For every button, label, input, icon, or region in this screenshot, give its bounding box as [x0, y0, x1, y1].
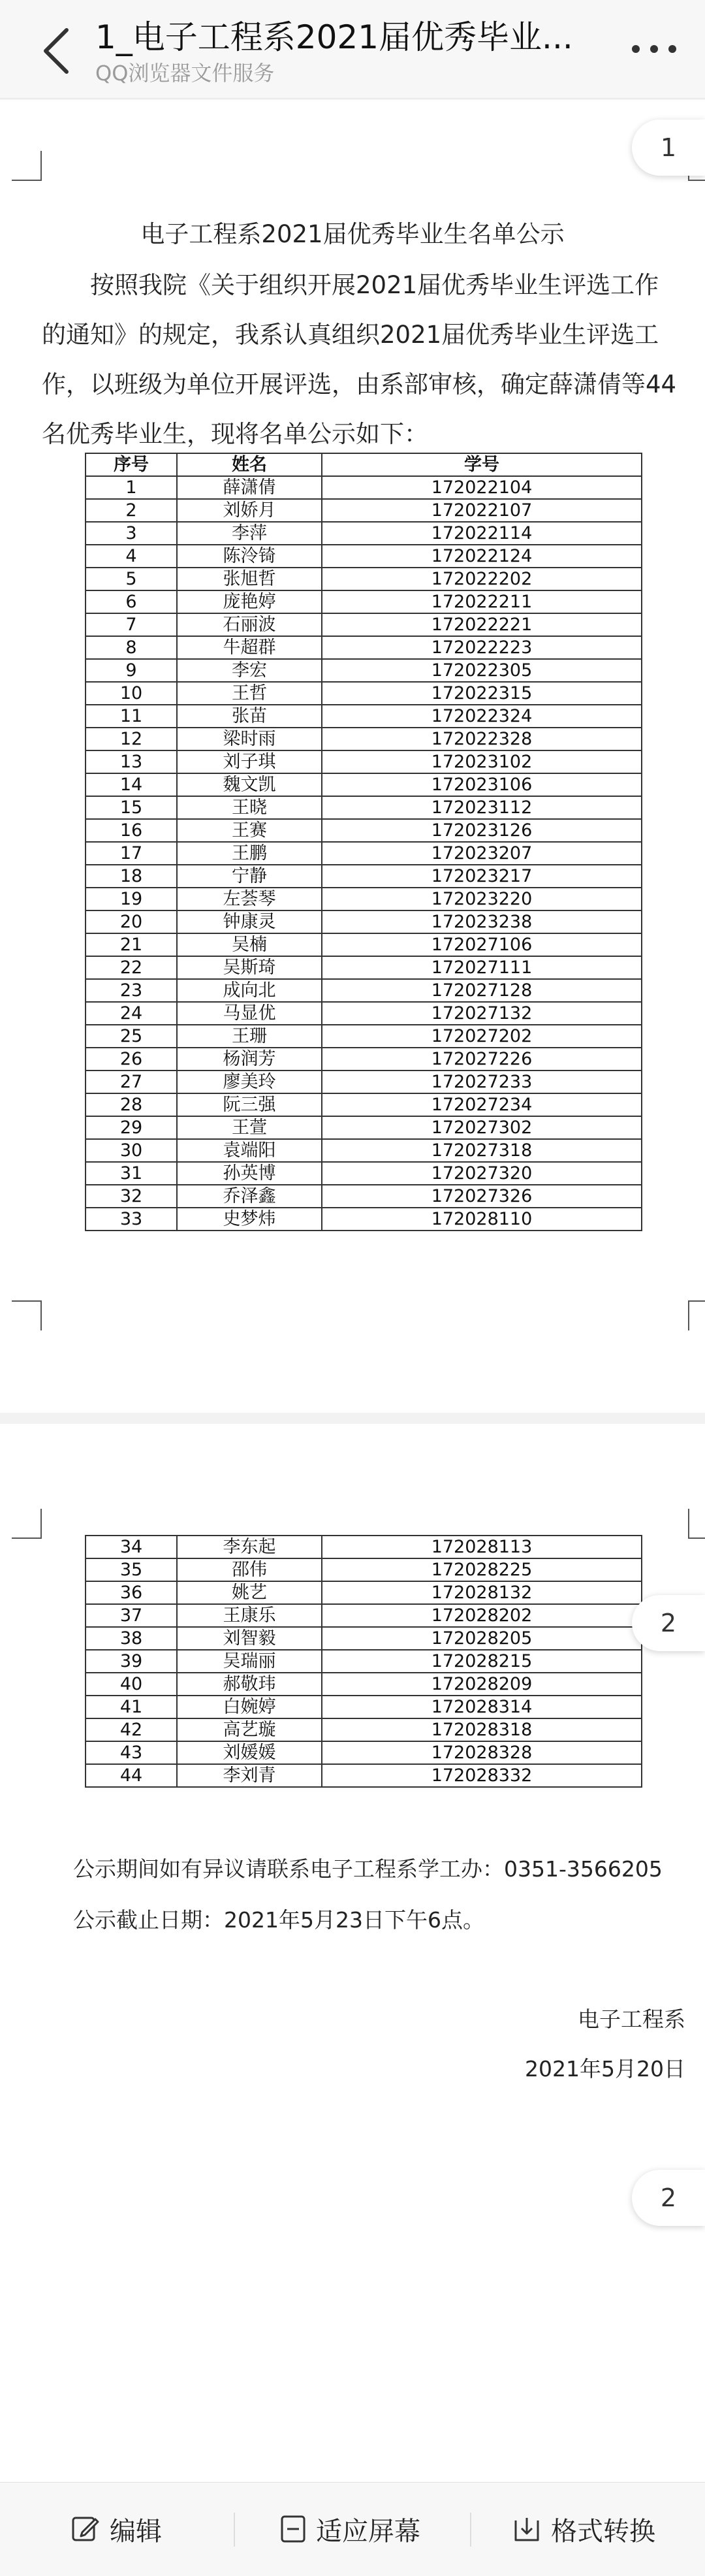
cell-no: 1	[86, 476, 177, 499]
cell-no: 37	[86, 1604, 177, 1627]
cell-student-id: 172023220	[322, 888, 642, 910]
page-number-badge[interactable]: 1	[632, 120, 705, 176]
table-row	[86, 842, 642, 865]
cell-student-id: 172028328	[322, 1741, 642, 1764]
table-row	[86, 1093, 642, 1116]
cell-student-id: 172023112	[322, 796, 642, 819]
cell-no: 2	[86, 499, 177, 522]
deadline-notice: 公示截止日期：2021年5月23日下午6点。	[73, 1907, 484, 1933]
notice-intro: 按照我院《关于组织开展2021届优秀毕业生评选工作的通知》的规定，我系认真组织2021届优秀毕业生评选工作，以班级为单位开展评选，由系部审核，确定薛潇倩等44名优秀毕业生，现将名单公示如下：	[42, 271, 677, 448]
table-row	[86, 1764, 642, 1787]
page-number-badge-3[interactable]: 2	[632, 2170, 705, 2226]
cell-student-id: 172023238	[322, 910, 642, 933]
table-row	[86, 682, 642, 705]
cell-name: 李东起	[177, 1536, 322, 1558]
cell-student-id: 172027320	[322, 1162, 642, 1185]
page-corner-mark	[12, 151, 42, 181]
table-row	[86, 750, 642, 773]
edit-label: 编辑	[110, 2516, 162, 2547]
cell-no: 22	[86, 956, 177, 979]
cell-student-id: 172028113	[322, 1536, 642, 1558]
cell-student-id: 172028205	[322, 1627, 642, 1650]
cell-student-id: 172028225	[322, 1558, 642, 1581]
table-row	[86, 1185, 642, 1208]
format-convert-button[interactable]	[512, 2506, 655, 2552]
cell-no: 12	[86, 728, 177, 750]
cell-name: 王鹏	[177, 842, 322, 865]
header-name: 姓名	[177, 453, 322, 476]
cell-name: 吴楠	[177, 933, 322, 956]
cell-no: 3	[86, 522, 177, 545]
cell-name: 庞艳婷	[177, 590, 322, 613]
cell-student-id: 172022305	[322, 659, 642, 682]
back-arrow-icon[interactable]	[38, 25, 77, 77]
table-row	[86, 1048, 642, 1071]
format-convert-icon	[512, 2514, 542, 2544]
cell-student-id: 172028132	[322, 1581, 642, 1604]
page-corner-mark	[12, 1300, 42, 1330]
cell-name: 袁端阳	[177, 1139, 322, 1162]
table-row	[86, 933, 642, 956]
cell-student-id: 172027234	[322, 1093, 642, 1116]
table-row	[86, 545, 642, 568]
cell-name: 孙英博	[177, 1162, 322, 1185]
table-row	[86, 499, 642, 522]
table-row	[86, 1604, 642, 1627]
cell-name: 郝敬玮	[177, 1673, 322, 1696]
cell-student-id: 172023102	[322, 750, 642, 773]
table-row	[86, 819, 642, 842]
cell-name: 张旭哲	[177, 568, 322, 590]
cell-name: 成向北	[177, 979, 322, 1002]
cell-no: 25	[86, 1025, 177, 1048]
cell-name: 王珊	[177, 1025, 322, 1048]
table-row	[86, 705, 642, 728]
table-row	[86, 796, 642, 819]
fit-screen-label: 适应屏幕	[316, 2516, 420, 2547]
cell-no: 44	[86, 1764, 177, 1787]
cell-no: 31	[86, 1162, 177, 1185]
cell-name: 梁时雨	[177, 728, 322, 750]
page-corner-mark	[688, 1300, 705, 1330]
table-row	[86, 1718, 642, 1741]
cell-name: 王晓	[177, 796, 322, 819]
notice-title: 电子工程系2021届优秀毕业生名单公示	[140, 220, 565, 248]
table-row	[86, 1162, 642, 1185]
top-bar	[0, 0, 705, 99]
cell-student-id: 172027326	[322, 1185, 642, 1208]
table-row	[86, 659, 642, 682]
cell-student-id: 172028318	[322, 1718, 642, 1741]
table-row	[86, 613, 642, 636]
cell-student-id: 172027111	[322, 956, 642, 979]
cell-student-id: 172027318	[322, 1139, 642, 1162]
cell-name: 阮三强	[177, 1093, 322, 1116]
cell-name: 李萍	[177, 522, 322, 545]
table-row	[86, 568, 642, 590]
cell-no: 34	[86, 1536, 177, 1558]
cell-no: 9	[86, 659, 177, 682]
cell-student-id: 172028215	[322, 1650, 642, 1673]
cell-name: 陈泠锜	[177, 545, 322, 568]
cell-student-id: 172027128	[322, 979, 642, 1002]
cell-no: 28	[86, 1093, 177, 1116]
table-row	[86, 865, 642, 888]
table-row	[86, 1696, 642, 1718]
cell-no: 40	[86, 1673, 177, 1696]
cell-name: 邵伟	[177, 1558, 322, 1581]
signature-date: 2021年5月20日	[525, 2056, 685, 2082]
cell-student-id: 172022107	[322, 499, 642, 522]
cell-no: 7	[86, 613, 177, 636]
table-header-row	[86, 453, 642, 476]
table-row	[86, 1627, 642, 1650]
cell-no: 26	[86, 1048, 177, 1071]
table-row	[86, 956, 642, 979]
cell-no: 29	[86, 1116, 177, 1139]
cell-no: 30	[86, 1139, 177, 1162]
document-page-2	[0, 1424, 705, 2482]
signature-department: 电子工程系	[578, 2006, 685, 2032]
cell-no: 10	[86, 682, 177, 705]
cell-student-id: 172028202	[322, 1604, 642, 1627]
document-title-header: 1_电子工程系2021届优秀毕业...	[95, 18, 573, 56]
table-row	[86, 1002, 642, 1025]
cell-name: 钟康灵	[177, 910, 322, 933]
cell-no: 11	[86, 705, 177, 728]
cell-name: 马显优	[177, 1002, 322, 1025]
cell-name: 王萱	[177, 1116, 322, 1139]
cell-no: 23	[86, 979, 177, 1002]
cell-name: 王赛	[177, 819, 322, 842]
more-menu-icon[interactable]	[628, 39, 680, 59]
toolbar-divider	[470, 2513, 471, 2547]
cell-name: 史梦炜	[177, 1208, 322, 1231]
bottom-toolbar	[0, 2482, 705, 2576]
cell-student-id: 172028314	[322, 1696, 642, 1718]
cell-no: 21	[86, 933, 177, 956]
cell-student-id: 172022221	[322, 613, 642, 636]
cell-student-id: 172022328	[322, 728, 642, 750]
cell-name: 张苗	[177, 705, 322, 728]
table-row	[86, 1741, 642, 1764]
cell-name: 宁静	[177, 865, 322, 888]
cell-student-id: 172027226	[322, 1048, 642, 1071]
table-row	[86, 1139, 642, 1162]
cell-student-id: 172022104	[322, 476, 642, 499]
cell-no: 24	[86, 1002, 177, 1025]
cell-student-id: 172027106	[322, 933, 642, 956]
cell-name: 廖美玲	[177, 1071, 322, 1093]
header-student-id: 学号	[322, 453, 642, 476]
edit-button[interactable]	[70, 2506, 162, 2552]
cell-no: 8	[86, 636, 177, 659]
cell-student-id: 172022124	[322, 545, 642, 568]
roster-table-part2	[85, 1535, 642, 1788]
cell-no: 38	[86, 1627, 177, 1650]
cell-name: 吴斯琦	[177, 956, 322, 979]
table-row	[86, 979, 642, 1002]
table-row	[86, 888, 642, 910]
cell-student-id: 172028209	[322, 1673, 642, 1696]
service-subtitle: QQ浏览器文件服务	[95, 61, 275, 86]
cell-no: 5	[86, 568, 177, 590]
cell-student-id: 172027233	[322, 1071, 642, 1093]
fit-screen-icon	[279, 2514, 307, 2544]
fit-screen-button[interactable]	[279, 2506, 420, 2552]
cell-student-id: 172022114	[322, 522, 642, 545]
cell-student-id: 172023207	[322, 842, 642, 865]
page-corner-mark	[12, 1509, 42, 1539]
cell-name: 刘娇月	[177, 499, 322, 522]
table-row	[86, 1673, 642, 1696]
table-row	[86, 1071, 642, 1093]
cell-student-id: 172027302	[322, 1116, 642, 1139]
cell-student-id: 172023126	[322, 819, 642, 842]
edit-icon	[70, 2514, 101, 2544]
cell-name: 刘媛媛	[177, 1741, 322, 1764]
cell-student-id: 172023217	[322, 865, 642, 888]
table-row	[86, 636, 642, 659]
cell-no: 19	[86, 888, 177, 910]
cell-no: 35	[86, 1558, 177, 1581]
cell-no: 16	[86, 819, 177, 842]
cell-no: 18	[86, 865, 177, 888]
cell-no: 36	[86, 1581, 177, 1604]
cell-no: 6	[86, 590, 177, 613]
cell-name: 高艺璇	[177, 1718, 322, 1741]
cell-name: 姚艺	[177, 1581, 322, 1604]
table-row	[86, 1208, 642, 1231]
cell-no: 15	[86, 796, 177, 819]
cell-name: 李宏	[177, 659, 322, 682]
cell-name: 牛超群	[177, 636, 322, 659]
cell-name: 魏文凯	[177, 773, 322, 796]
cell-name: 刘子琪	[177, 750, 322, 773]
cell-student-id: 172022223	[322, 636, 642, 659]
cell-no: 17	[86, 842, 177, 865]
cell-name: 李刘青	[177, 1764, 322, 1787]
cell-no: 33	[86, 1208, 177, 1231]
cell-student-id: 172028332	[322, 1764, 642, 1787]
cell-no: 41	[86, 1696, 177, 1718]
table-row	[86, 1558, 642, 1581]
page-corner-mark	[688, 1509, 705, 1539]
cell-student-id: 172027202	[322, 1025, 642, 1048]
table-row	[86, 476, 642, 499]
table-row	[86, 773, 642, 796]
table-row	[86, 728, 642, 750]
table-row	[86, 522, 642, 545]
cell-student-id: 172022211	[322, 590, 642, 613]
cell-name: 刘智毅	[177, 1627, 322, 1650]
table-row	[86, 590, 642, 613]
header-no: 序号	[86, 453, 177, 476]
table-row	[86, 1116, 642, 1139]
table-row	[86, 910, 642, 933]
cell-student-id: 172028110	[322, 1208, 642, 1231]
cell-student-id: 172022315	[322, 682, 642, 705]
cell-no: 27	[86, 1071, 177, 1093]
table-row	[86, 1536, 642, 1558]
cell-student-id: 172022202	[322, 568, 642, 590]
cell-name: 薛潇倩	[177, 476, 322, 499]
cell-name: 乔泽鑫	[177, 1185, 322, 1208]
cell-name: 吴瑞丽	[177, 1650, 322, 1673]
page-number-badge-2[interactable]: 2	[632, 1595, 705, 1651]
cell-no: 14	[86, 773, 177, 796]
document-page-1	[0, 100, 705, 1413]
table-row	[86, 1025, 642, 1048]
cell-name: 杨润芳	[177, 1048, 322, 1071]
cell-student-id: 172027132	[322, 1002, 642, 1025]
cell-no: 4	[86, 545, 177, 568]
cell-name: 王哲	[177, 682, 322, 705]
cell-no: 20	[86, 910, 177, 933]
cell-name: 白婉婷	[177, 1696, 322, 1718]
cell-no: 32	[86, 1185, 177, 1208]
cell-name: 石丽波	[177, 613, 322, 636]
contact-notice: 公示期间如有异议请联系电子工程系学工办：0351-3566205	[73, 1856, 663, 1882]
table-row	[86, 1650, 642, 1673]
cell-no: 39	[86, 1650, 177, 1673]
cell-no: 13	[86, 750, 177, 773]
cell-name: 左荟琴	[177, 888, 322, 910]
cell-no: 43	[86, 1741, 177, 1764]
cell-student-id: 172023106	[322, 773, 642, 796]
roster-table-part1	[85, 453, 642, 1231]
cell-name: 王康乐	[177, 1604, 322, 1627]
cell-no: 42	[86, 1718, 177, 1741]
cell-student-id: 172022324	[322, 705, 642, 728]
format-convert-label: 格式转换	[551, 2516, 655, 2547]
toolbar-divider	[234, 2513, 235, 2547]
table-row	[86, 1581, 642, 1604]
